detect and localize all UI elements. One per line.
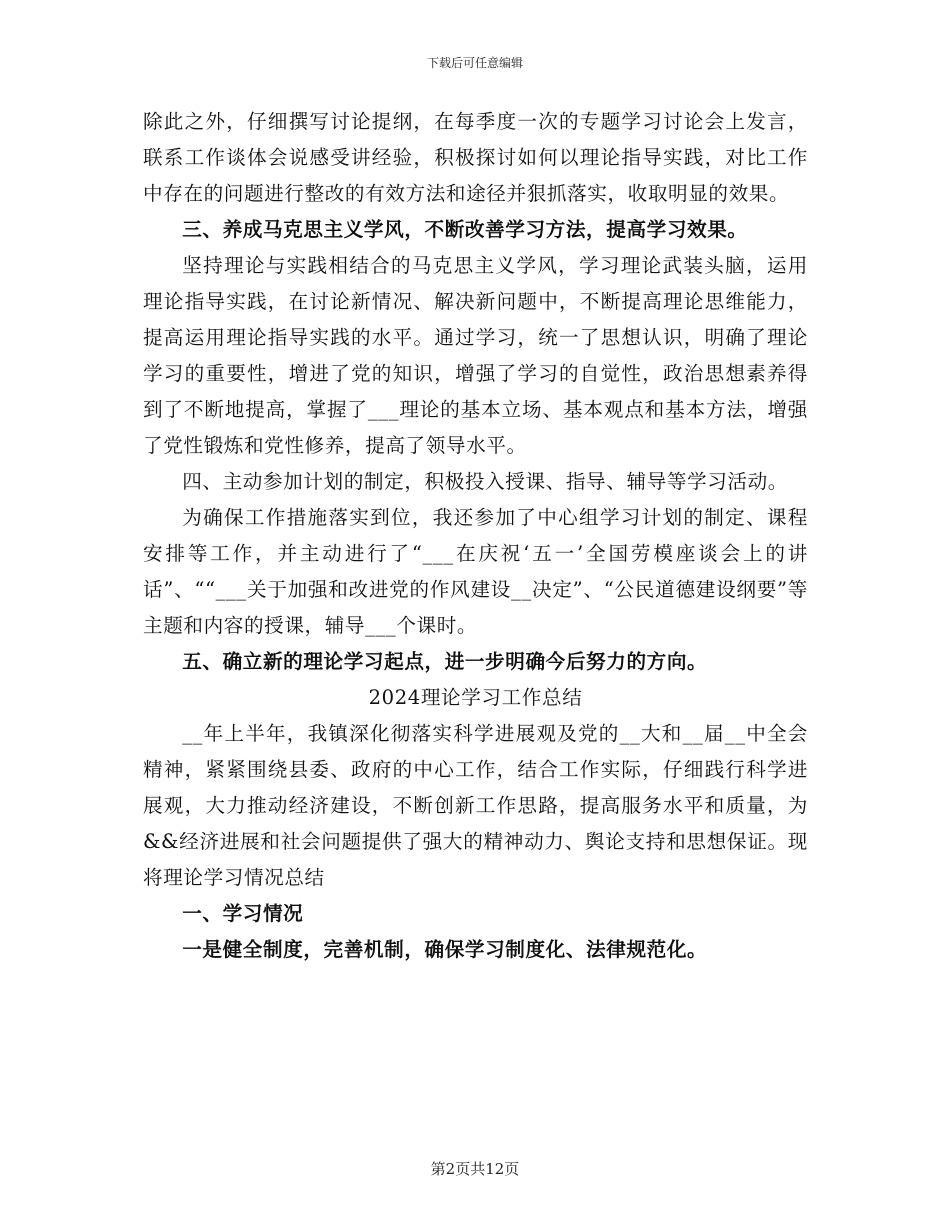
paragraph: __年上半年，我镇深化彻落实科学进展观及党的__大和__届__中全会精神，紧紧围绕县委、政府的中心工作，结合工作实际，仔细践行科学进展观，大力推动经济建设，不断创新工作思路，提高服务水平和质量，为&&经济进展和社会问题提供了强大的精神动力、舆论支持和思想保证。现将理论学习情况总结 xyxy=(143,722,808,889)
paragraph: 坚持理论与实践相结合的马克思主义学风，学习理论武装头脑，运用理论指导实践，在讨论新情况、解决新问题中，不断提高理论思维能力，提高运用理论指导实践的水平。通过学习，统一了思想认识，明确了理论学习的重要性，增进了党的知识，增强了学习的自觉性，政治思想素养得到了不断地提高，掌握了___理论的基本立场、基本观点和基本方法，增强了党性锻炼和党性修养，提高了领导水平。 xyxy=(143,254,808,457)
document-body xyxy=(143,104,808,968)
section-heading-5: 五、确立新的理论学习起点，进一步明确今后努力的方向。 xyxy=(182,650,708,673)
document-title: 2024理论学习工作总结 xyxy=(368,686,583,709)
paragraph: 除此之外，仔细撰写讨论提纲，在每季度一次的专题学习讨论会上发言，联系工作谈体会说感受讲经验，积极探讨如何以理论指导实践，对比工作中存在的问题进行整改的有效方法和途径并狠抓落实，收取明显的效果。 xyxy=(143,110,808,205)
page-header: 下载后可任意编辑 xyxy=(426,56,523,70)
page-footer: 第2页共12页 xyxy=(430,1160,520,1178)
paragraph: 为确保工作措施落实到位，我还参加了中心组学习计划的制定、课程安排等工作，并主动进行了“___在庆祝‘五一’全国劳模座谈会上的讲话”、““___关于加强和改进党的作风建设__决定”、“公民道德建设纲要”等主题和内容的授课，辅导___个课时。 xyxy=(143,506,808,637)
section-heading-3: 三、养成马克思主义学风，不断改善学习方法，提高学习效果。 xyxy=(182,218,748,241)
section-heading-4: 四、主动参加计划的制定，积极投入授课、指导、辅导等学习活动。 xyxy=(182,470,788,493)
section-heading-1: 一、学习情况 xyxy=(182,902,304,925)
subsection-heading: 一是健全制度，完善机制，确保学习制度化、法律规范化。 xyxy=(182,938,708,961)
